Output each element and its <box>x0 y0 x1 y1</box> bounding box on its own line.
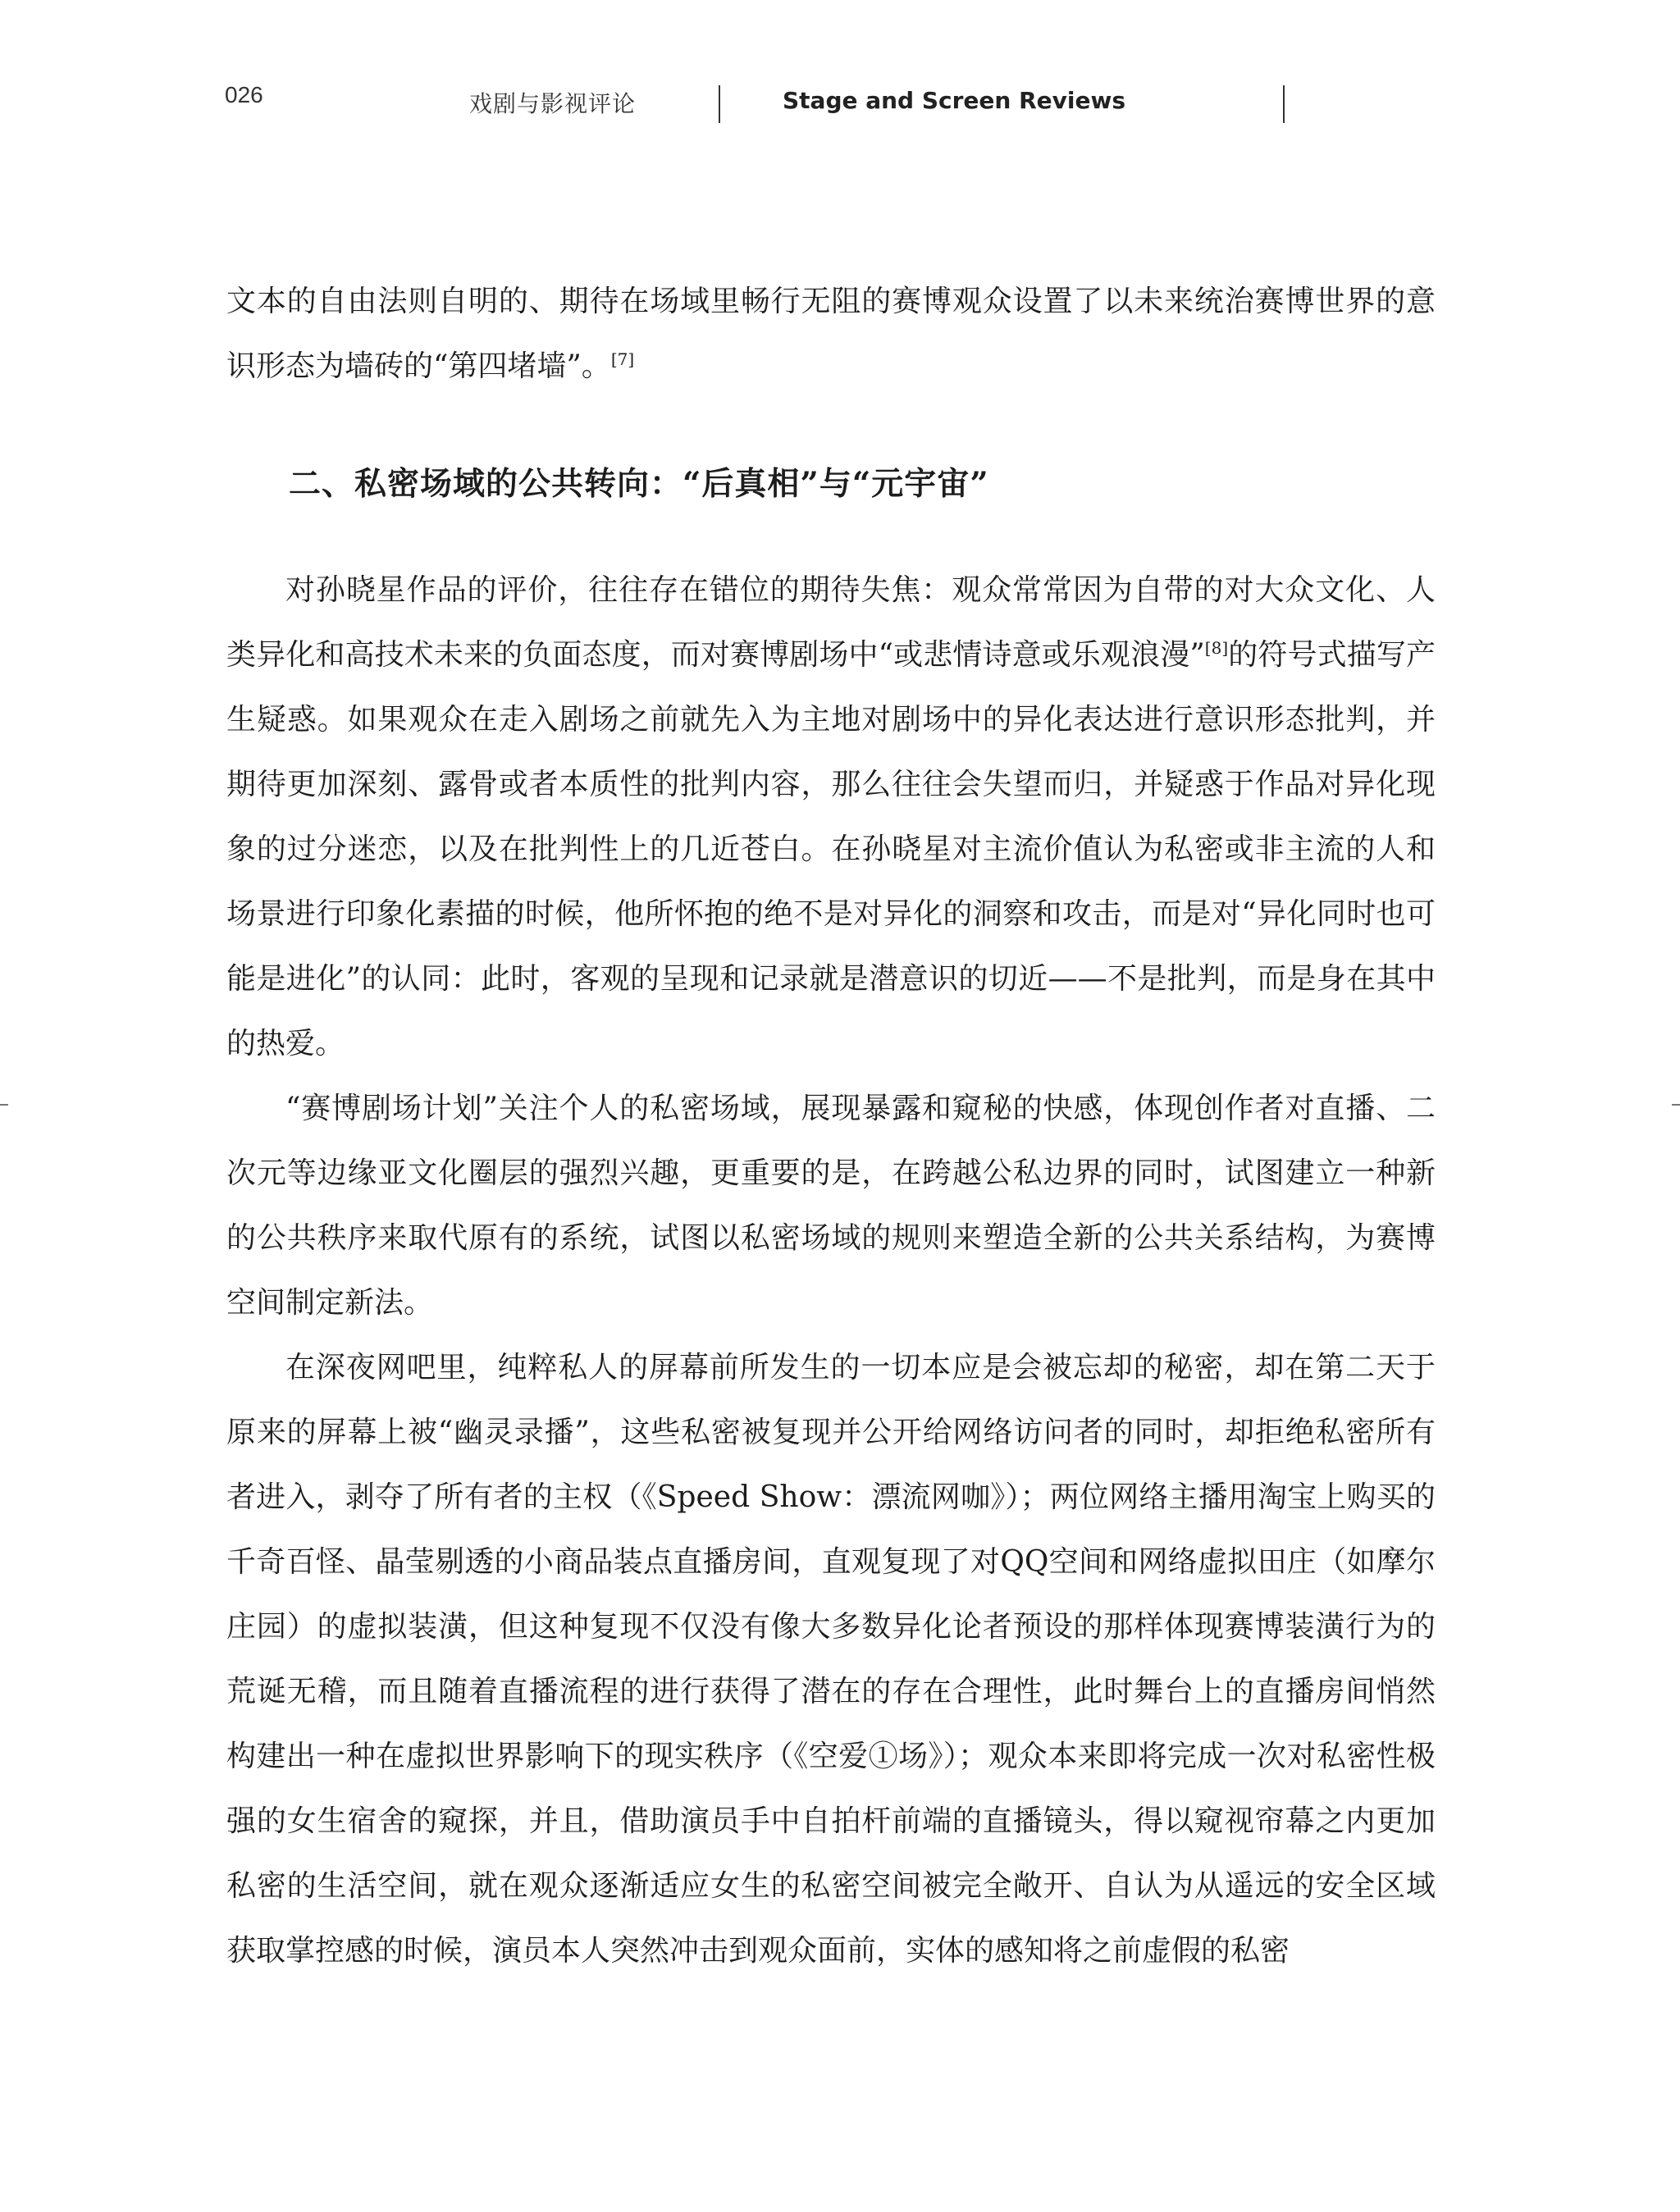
paragraph <box>226 558 1436 1076</box>
crop-mark-left <box>0 1104 8 1106</box>
page-number: 026 <box>225 82 263 107</box>
paragraph-text: 的符号式描写产生疑惑。如果观众在走入剧场之前就先入为主地对剧场中的异化表达进行意识形态批判，并期待更加深刻、露骨或者本质性的批判内容，那么往往会失望而归，并疑惑于作品对异化现象的过分迷恋，以及在批判性上的几近苍白。在孙晓星对主流价值认为私密或非主流的人和场景进行印象化素描的时候，他所怀抱的绝不是对异化的洞察和攻击，而是对“异化同时也可能是进化”的认同：此时，客观的呈现和记录就是潜意识的切近——不是批判，而是身在其中的热爱。 <box>226 638 1436 1060</box>
journal-title-chinese: 戏剧与影视评论 <box>469 90 637 117</box>
article-body <box>226 269 1436 1983</box>
paragraph: 在深夜网吧里，纯粹私人的屏幕前所发生的一切本应是会被忘却的秘密，却在第二天于原来的屏幕上被“幽灵录播”，这些私密被复现并公开给网络访问者的同时，却拒绝私密所有者进入，剥夺了所有者的主权（《Speed Show：漂流网咖》）；两位网络主播用淘宝上购买的千奇百怪、晶莹剔透的小商品装点直播房间，直观复现了对QQ空间和网络虚拟田庄（如摩尔庄园）的虚拟装潢，但这种复现不仅没有像大多数异化论者预设的那样体现赛博装潢行为的荒诞无稽，而且随着直播流程的进行获得了潜在的存在合理性，此时舞台上的直播房间悄然构建出一种在虚拟世界影响下的现实秩序（《空爱①场》）；观众本来即将完成一次对私密性极强的女生宿舍的窥探，并且，借助演员手中自拍杆前端的直播镜头，得以窥视帘幕之内更加私密的生活空间，就在观众逐渐适应女生的私密空间被完全敞开、自认为从遥远的安全区域获取掌控感的时候，演员本人突然冲击到观众面前，实体的感知将之前虚假的私密 <box>226 1351 1436 1968</box>
header-divider-left <box>719 85 720 123</box>
paragraph-text: 文本的自由法则自明的、期待在场域里畅行无阻的赛博观众设置了以未来统治赛博世界的意识形态为墙砖的“第四堵墙”。 <box>226 285 1436 383</box>
header-divider-right <box>1283 85 1285 123</box>
footnote-ref: [8] <box>1204 638 1229 658</box>
crop-mark-right <box>1672 1104 1680 1106</box>
paragraph-continued <box>226 269 1436 399</box>
section-heading: 二、私密场域的公共转向：“后真相”与“元宇宙” <box>289 465 989 503</box>
journal-title-english: Stage and Screen Reviews <box>783 87 1126 114</box>
paragraph-text: 对孙晓星作品的评价，往往存在错位的期待失焦：观众常常因为自带的对大众文化、人类异化和高技术未来的负面态度，而对赛博剧场中“或悲情诗意或乐观浪漫” <box>226 573 1436 672</box>
paragraph: “赛博剧场计划”关注个人的私密场域，展现暴露和窥秘的快感，体现创作者对直播、二次元等边缘亚文化圈层的强烈兴趣，更重要的是，在跨越公私边界的同时，试图建立一种新的公共秩序来取代原有的系统，试图以私密场域的规则来塑造全新的公共关系结构，为赛博空间制定新法。 <box>226 1092 1436 1320</box>
footnote-ref: [7] <box>610 349 635 369</box>
